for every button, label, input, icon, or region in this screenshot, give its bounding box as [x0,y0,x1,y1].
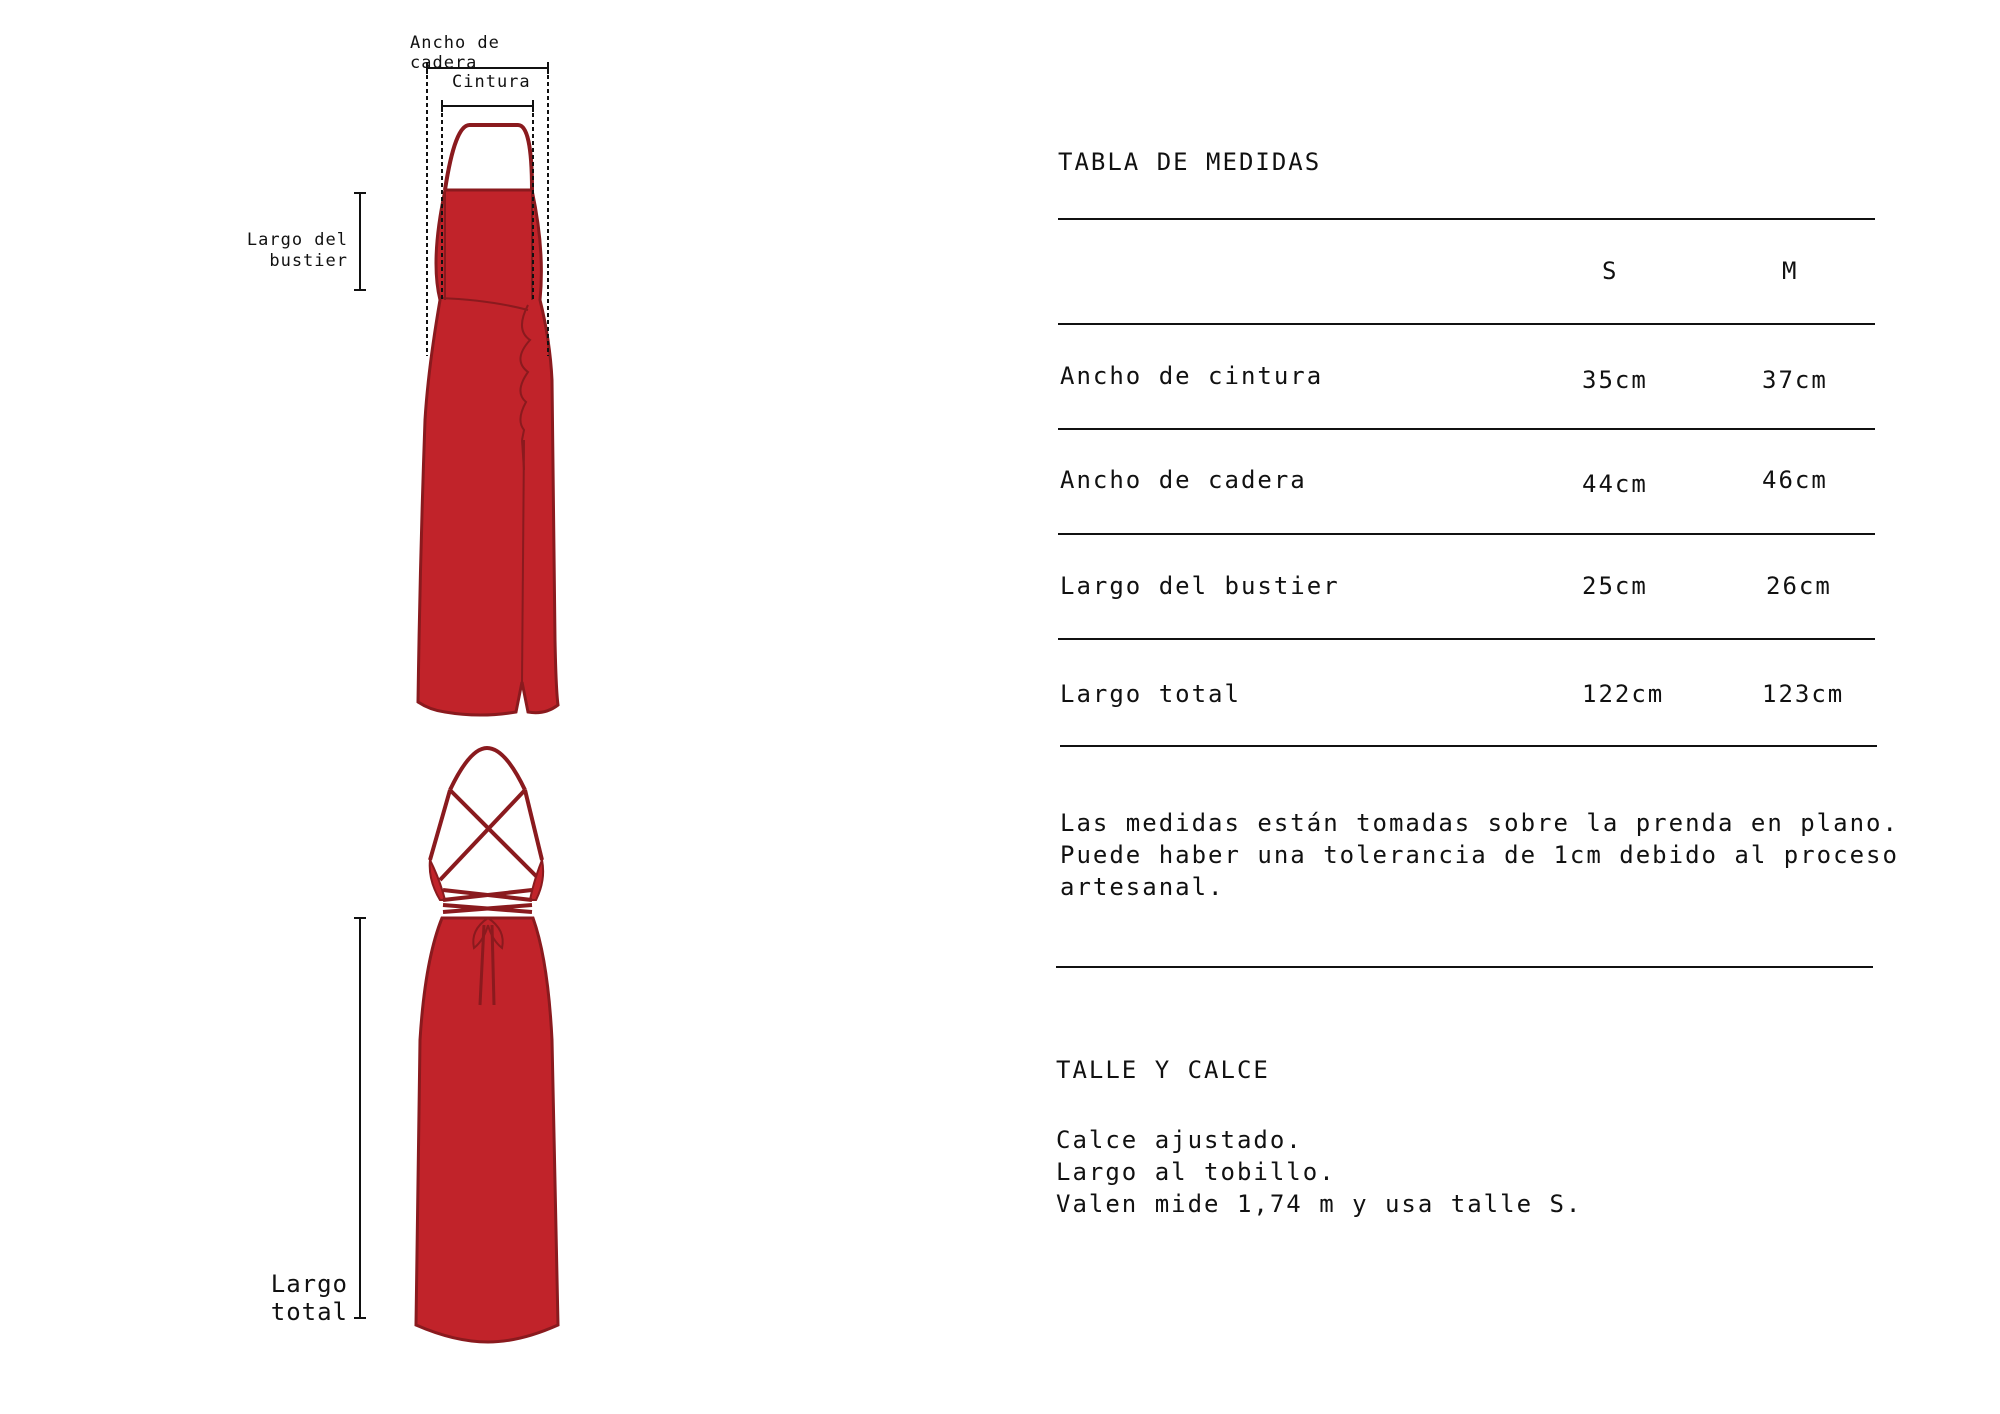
row-label-hip-width: Ancho de cadera [1060,466,1307,494]
note-line: Puede haber una tolerancia de 1cm debido al proceso [1060,841,1899,869]
dress-illustration [0,0,760,1414]
table-divider [1058,218,1875,220]
table-divider [1058,638,1875,640]
row-label-total-length: Largo total [1060,680,1241,708]
total-length-label [230,1270,348,1326]
size-header-s: S [1602,257,1619,285]
bodice-length-guide [354,193,366,290]
bodice-length-label [230,230,348,272]
fit-line: Valen mide 1,74 m y usa talle S. [1056,1190,1583,1218]
dress-front [418,125,558,715]
dress-back [416,748,558,1342]
note-line: artesanal. [1060,873,1225,901]
value-bodice-length-s: 25cm [1582,572,1648,600]
fit-line: Largo al tobillo. [1056,1158,1336,1186]
row-label-bodice-length: Largo del bustier [1060,572,1340,600]
size-header-m: M [1782,257,1799,285]
total-length-guide [354,918,366,1318]
hip-width-label: Ancho de cadera [410,33,500,73]
row-label-waist-width: Ancho de cintura [1060,362,1324,390]
value-hip-width-m: 46cm [1762,466,1828,494]
table-divider [1060,745,1877,747]
value-total-length-s: 122cm [1582,680,1665,708]
fit-title: TALLE Y CALCE [1056,1056,1270,1084]
table-divider [1058,533,1875,535]
fit-description [1056,1124,1582,1220]
value-waist-width-m: 37cm [1762,366,1828,394]
size-table-title: TABLA DE MEDIDAS [1058,148,1322,176]
bodice-length-label-line1: Largo del [246,230,348,250]
section-divider [1056,966,1873,968]
bodice-length-label-line2: bustier [269,251,348,271]
measurement-note [1060,807,1899,903]
total-length-label-line2: total [270,1298,348,1326]
value-bodice-length-m: 26cm [1766,572,1832,600]
note-line: Las medidas están tomadas sobre la prenda en plano. [1060,809,1899,837]
fit-line: Calce ajustado. [1056,1126,1303,1154]
table-divider [1058,323,1875,325]
value-total-length-m: 123cm [1762,680,1845,708]
waist-label: Cintura [452,72,531,92]
table-divider [1058,428,1875,430]
value-waist-width-s: 35cm [1582,366,1648,394]
total-length-label-line1: Largo [270,1270,348,1298]
value-hip-width-s: 44cm [1582,470,1648,498]
